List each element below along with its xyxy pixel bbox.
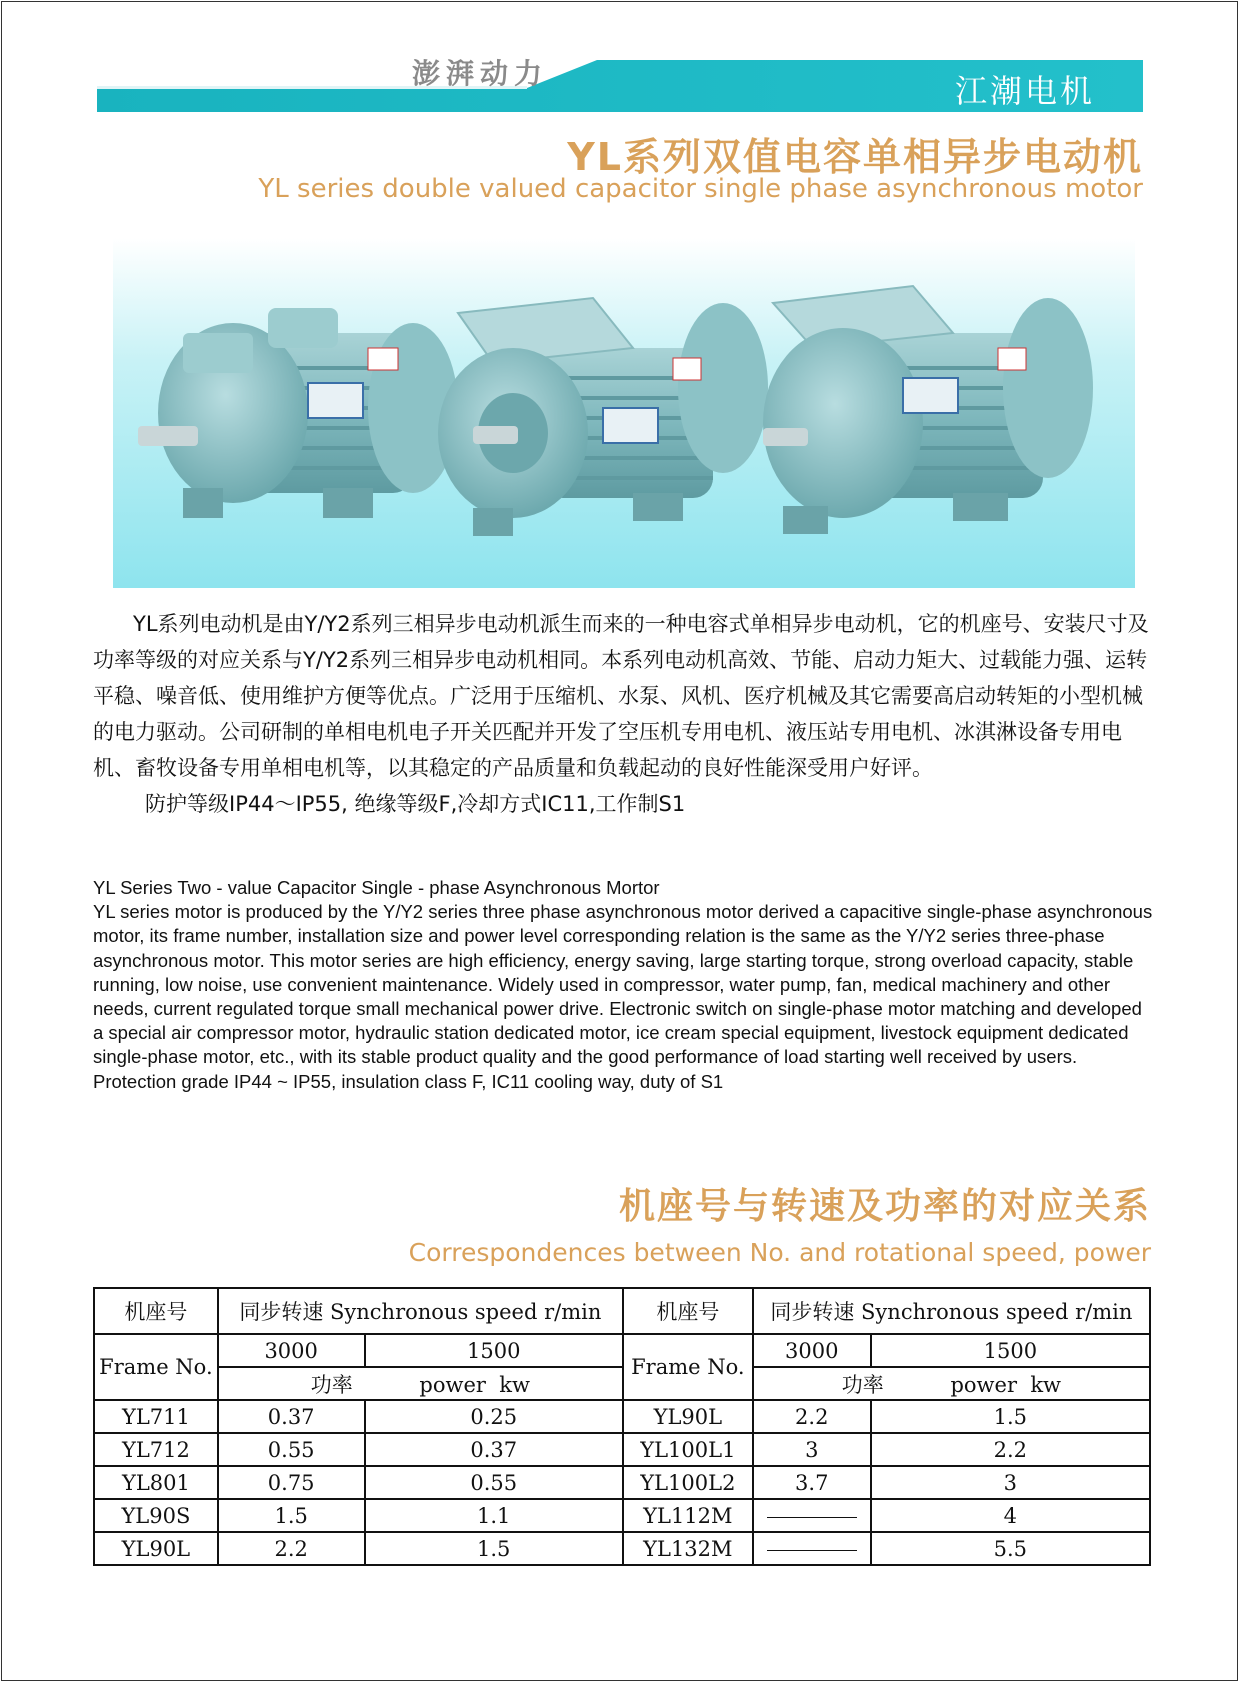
power-1500-cell: 1.5 [871, 1400, 1150, 1433]
section-title-cn: 机座号与转速及功率的对应关系 [618, 1186, 1151, 1227]
frame-cell: YL100L2 [623, 1466, 753, 1499]
frame-cell: YL801 [94, 1466, 218, 1499]
motor-icon [138, 308, 458, 518]
frame-cell: YL100L1 [623, 1433, 753, 1466]
description-cn [93, 606, 1151, 822]
description-cn-paragraph: YL系列电动机是由Y/Y2系列三相异步电动机派生而来的一种电容式单相异步电动机，它的机座号、安装尺寸及功率等级的对应关系与Y/Y2系列三相异步电动机相同。本系列电动机高效、节能、启动力矩大、过载能力强、运转平稳、噪音低、使用维护方便等优点。广泛用于压缩机、水泵、风机、医疗机械及其它需要高启动转矩的小型机械的电力驱动。公司研制的单相电机电子开关匹配并开发了空压机专用电机、液压站专用电机、冰淇淋设备专用电机、畜牧设备专用单相电机等，以其稳定的产品质量和负载起动的良好性能深受用户好评。 [93, 612, 1149, 780]
motor-icon [438, 298, 768, 536]
dash-line [767, 1517, 857, 1518]
power-1500-cell: 4 [871, 1499, 1150, 1532]
power-3000-cell: 0.55 [218, 1433, 365, 1466]
power-3000-cell: 3.7 [753, 1466, 871, 1499]
power-1500-cell: 1.5 [365, 1532, 623, 1565]
frame-header-en: Frame No. [623, 1334, 753, 1400]
power-3000-cell: 1.5 [218, 1499, 365, 1532]
power-label-en: power kw [950, 1372, 1062, 1397]
frame-header-cn: 机座号 [94, 1288, 218, 1334]
speed-header: 同步转速 Synchronous speed r/min [753, 1288, 1150, 1334]
spec-table [93, 1287, 1151, 1566]
product-title-cn: YL系列双值电容单相异步电动机 [567, 135, 1143, 179]
protection-spec-cn: 防护等级IP44～IP55, 绝缘等级F,冷却方式IC11,工作制S1 [145, 792, 686, 816]
power-3000-cell: 3 [753, 1433, 871, 1466]
frame-cell: YL90L [623, 1400, 753, 1433]
power-1500-cell: 0.55 [365, 1466, 623, 1499]
speed-header: 同步转速 Synchronous speed r/min [218, 1288, 623, 1334]
motor-icon [763, 286, 1093, 534]
description-en [93, 876, 1153, 1094]
power-3000-cell: 2.2 [753, 1400, 871, 1433]
frame-cell: YL132M [623, 1532, 753, 1565]
power-3000-cell: 0.75 [218, 1466, 365, 1499]
table-row [94, 1499, 1150, 1532]
product-title-en: YL series double valued capacitor single phase asynchronous motor [258, 174, 1143, 204]
table-power-row [94, 1367, 1150, 1400]
power-3000-cell: 2.2 [218, 1532, 365, 1565]
dash-line [767, 1550, 857, 1551]
speed-3000: 3000 [218, 1334, 365, 1367]
table-header-row [94, 1288, 1150, 1334]
speed-1500: 1500 [365, 1334, 623, 1367]
power-1500-cell: 3 [871, 1466, 1150, 1499]
description-en-heading: YL Series Two - value Capacitor Single - phase Asynchronous Mortor [93, 877, 660, 898]
frame-header-cn: 机座号 [623, 1288, 753, 1334]
frame-cell: YL712 [94, 1433, 218, 1466]
frame-cell: YL90L [94, 1532, 218, 1565]
frame-header-en: Frame No. [94, 1334, 218, 1400]
power-header [218, 1367, 623, 1400]
table-row [94, 1466, 1150, 1499]
speed-3000: 3000 [753, 1334, 871, 1367]
frame-cell: YL711 [94, 1400, 218, 1433]
company-name: 江潮电机 [955, 72, 1096, 110]
not-available-cell [753, 1499, 871, 1532]
power-header [753, 1367, 1150, 1400]
power-3000-cell: 0.37 [218, 1400, 365, 1433]
power-1500-cell: 0.37 [365, 1433, 623, 1466]
power-label-cn: 功率 [310, 1372, 353, 1397]
power-1500-cell: 1.1 [365, 1499, 623, 1532]
power-label-en: power kw [419, 1372, 530, 1397]
table-row [94, 1400, 1150, 1433]
motor-illustrations [113, 238, 1135, 588]
not-available-cell [753, 1532, 871, 1565]
power-1500-cell: 0.25 [365, 1400, 623, 1433]
table-row [94, 1532, 1150, 1565]
power-1500-cell: 5.5 [871, 1532, 1150, 1565]
table-row [94, 1433, 1150, 1466]
frame-cell: YL90S [94, 1499, 218, 1532]
section-title-en: Correspondences between No. and rotational speed, power [408, 1238, 1151, 1267]
protection-spec-en: Protection grade IP44 ~ IP55, insulation class F, IC11 cooling way, duty of S1 [93, 1070, 724, 1092]
power-label-cn: 功率 [841, 1372, 884, 1397]
table-speed-row [94, 1334, 1150, 1367]
description-en-body: YL series motor is produced by the Y/Y2 series three phase asynchronous motor derived a capacitive single-phase asynchronous motor, its frame number, installation size and power level corresponding relation is the same as the Y/Y2 series three-phase asynchronous motor. This motor series are high efficiency, energy saving, large starting torque, strong overload capacity, stable running, low noise, use convenient maintenance. Widely used in compressor, water pump, fan, medical machinery and other needs, current regulated torque small mechanical power drive. Electronic switch on single-phase motor matching and developed a special air compressor motor, hydraulic station dedicated motor, ice cream special equipment, livestock equipment dedicated single-phase motor, etc., with its stable product quality and the good performance of load starting well received by users. [93, 901, 1153, 1068]
speed-1500: 1500 [871, 1334, 1150, 1367]
brand-slogan: 澎湃动力 [412, 57, 549, 90]
product-photo [113, 238, 1135, 588]
frame-cell: YL112M [623, 1499, 753, 1532]
power-1500-cell: 2.2 [871, 1433, 1150, 1466]
